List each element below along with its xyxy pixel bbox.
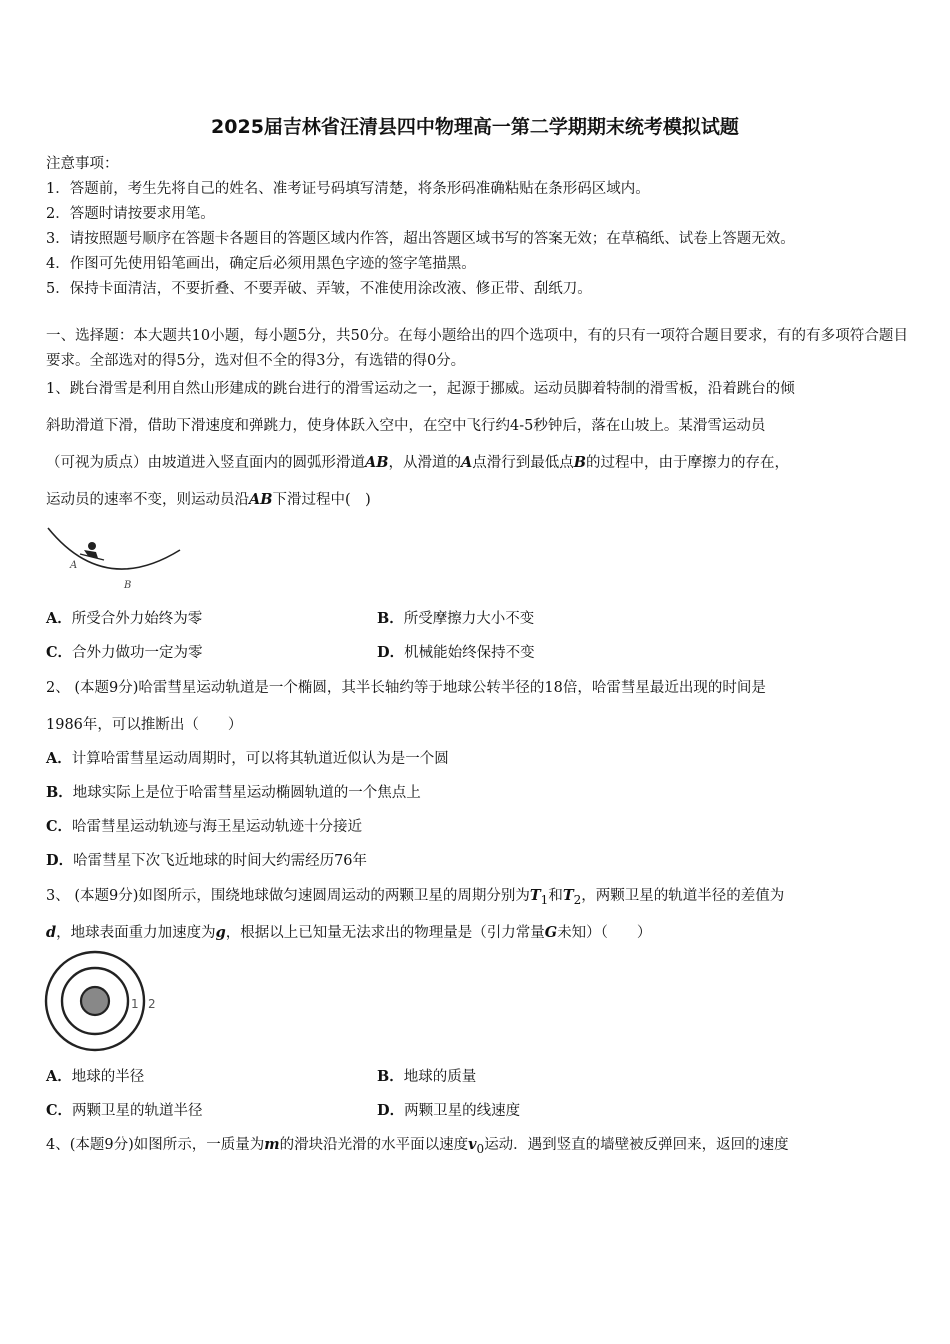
q1-option-b[interactable]: B．所受摩擦力大小不变 [377,610,535,627]
page-title: 2025届吉林省汪清县四中物理高一第二学期期末统考模拟试题 [211,116,739,138]
orbit-label-1: 1 [131,997,139,1011]
q3-option-a[interactable]: A．地球的半径 [46,1068,145,1085]
ski-slope-figure [44,522,184,592]
earth [81,987,109,1015]
q2-line1: 2、 (本题9分)哈雷彗星运动轨道是一个椭圆，其半长轴约等于地球公转半径的18倍，哈雷彗星最近出现的时间是 [46,680,766,696]
q1-line4: 运动员的速率不变，则运动员沿AB下滑过程中( ) [46,491,371,508]
notice-item: 3．请按照题号顺序在答题卡各题目的答题区域内作答，超出答题区域书写的答案无效；在草稿纸、试卷上答题无效。 [46,231,795,247]
notice-heading: 注意事项： [46,156,119,172]
fig-label-a: A [70,560,78,571]
notice-item: 5．保持卡面清洁，不要折叠、不要弄破、弄皱，不准使用涂改液、修正带、刮纸刀。 [46,281,592,297]
q2-option-a[interactable]: A．计算哈雷彗星运动周期时，可以将其轨道近似认为是一个圆 [46,750,449,767]
section-intro: 一、选择题：本大题共10小题，每小题5分，共50分。在每小题给出的四个选项中，有的只有一项符合题目要求，有的有多项符合题目要求。全部选对的得5分，选对但不全的得3分，有选错的得0分。 [46,328,908,369]
orbit-label-2: 2 [148,997,156,1011]
q3-option-b[interactable]: B．地球的质量 [377,1068,477,1085]
q1-line3: （可视为质点）由坡道进入竖直面内的圆弧形滑道AB，从滑道的A点滑行到最低点B的过程中，由于摩擦力的存在， [46,454,790,471]
notice-item: 2．答题时请按要求用笔。 [46,206,215,222]
satellite-orbits-figure [44,950,164,1054]
skier-icon [80,542,104,560]
q1-line2: 斜助滑道下滑，借助下滑速度和弹跳力，使身体跃入空中，在空中飞行约4-5秒钟后，落在山坡上。某滑雪运动员 [46,418,766,434]
q1-option-a[interactable]: A．所受合外力始终为零 [46,610,203,627]
q2-option-b[interactable]: B．地球实际上是位于哈雷彗星运动椭圆轨道的一个焦点上 [46,784,421,801]
q2-line2: 1986年，可以推断出（ ） [46,717,243,733]
q3-line1: 3、 (本题9分)如图所示，围绕地球做匀速圆周运动的两颗卫星的周期分别为$T_1$和$T_2$，两颗卫星的轨道半径的差值为 [46,887,785,907]
q2-option-d[interactable]: D．哈雷彗星下次飞近地球的时间大约需经历76年 [46,852,368,869]
q1-line1: 1、跳台滑雪是利用自然山形建成的跳台进行的滑雪运动之一，起源于挪威。运动员脚着特制的滑雪板，沿着跳台的倾 [46,381,795,397]
fig-label-b: B [124,580,132,591]
q1-option-d[interactable]: D．机械能始终保持不变 [377,644,535,661]
q3-option-d[interactable]: D．两颗卫星的线速度 [377,1102,521,1119]
q2-option-c[interactable]: C．哈雷彗星运动轨迹与海王星运动轨迹十分接近 [46,818,363,835]
notice-item: 1．答题前，考生先将自己的姓名、准考证号码填写清楚，将条形码准确粘贴在条形码区域内。 [46,181,650,197]
notice-item: 4．作图可先使用铅笔画出，确定后必须用黑色字迹的签字笔描黑。 [46,256,476,272]
q3-line2: d，地球表面重力加速度为g，根据以上已知量无法求出的物理量是（引力常量G未知）（ ） [46,924,652,941]
q3-option-c[interactable]: C．两颗卫星的轨道半径 [46,1102,203,1119]
q4-line1: 4、(本题9分)如图所示，一质量为m的滑块沿光滑的水平面以速度$v_0$运动．遇到竖直的墙壁被反弹回来，返回的速度 [46,1136,789,1156]
q1-option-c[interactable]: C．合外力做功一定为零 [46,644,203,661]
